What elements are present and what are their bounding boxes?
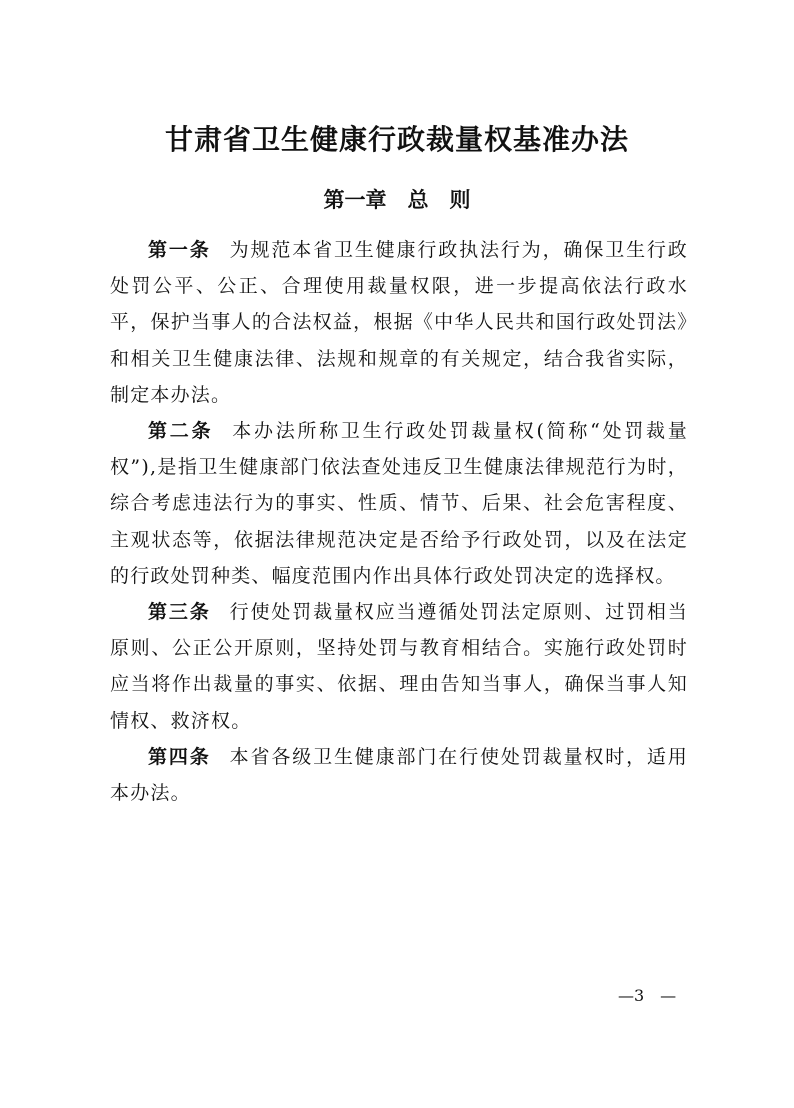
article-text: 为规范本省卫生健康行政执法行为，确保卫生行政处罚公平、公正、合理使用裁量权限，进一步提高依法行政水平，保护当事人的合法权益，根据《中华人民共和国行政处罚法》和相关卫生健康法律、法规和规章的有关规定，结合我省实际，制定本办法。 — [110, 239, 688, 406]
article-1 — [110, 232, 688, 413]
document-title: 甘肃省卫生健康行政裁量权基准办法 — [164, 123, 629, 156]
page-number: —3 — — [618, 986, 677, 1005]
article-text: 行使处罚裁量权应当遵循处罚法定原则、过罚相当原则、公正公开原则，坚持处罚与教育相结合。实施行政处罚时应当将作出裁量的事实、依据、理由告知当事人，确保当事人知情权、救济权。 — [110, 601, 688, 732]
article-text: 本省各级卫生健康部门在行使处罚裁量权时，适用本办法。 — [110, 745, 688, 805]
article-4 — [110, 739, 688, 811]
article-number: 第一条 — [148, 239, 211, 261]
chapter-title: 第一章 总 则 — [323, 188, 471, 212]
article-3 — [110, 594, 688, 739]
article-number: 第四条 — [148, 745, 211, 768]
document-body — [110, 232, 688, 811]
article-number: 第二条 — [148, 420, 214, 443]
article-text: 本办法所称卫生行政处罚裁量权(简称“处罚裁量权”),是指卫生健康部门依法查处违反卫生健康法律规范行为时，综合考虑违法行为的事实、性质、情节、后果、社会危害程度、主观状态等，依据法律规范决定是否给予行政处罚，以及在法定的行政处罚种类、幅度范围内作出具体行政处罚决定的选择权。 — [110, 420, 688, 587]
article-number: 第三条 — [148, 601, 211, 624]
article-2 — [110, 413, 688, 594]
